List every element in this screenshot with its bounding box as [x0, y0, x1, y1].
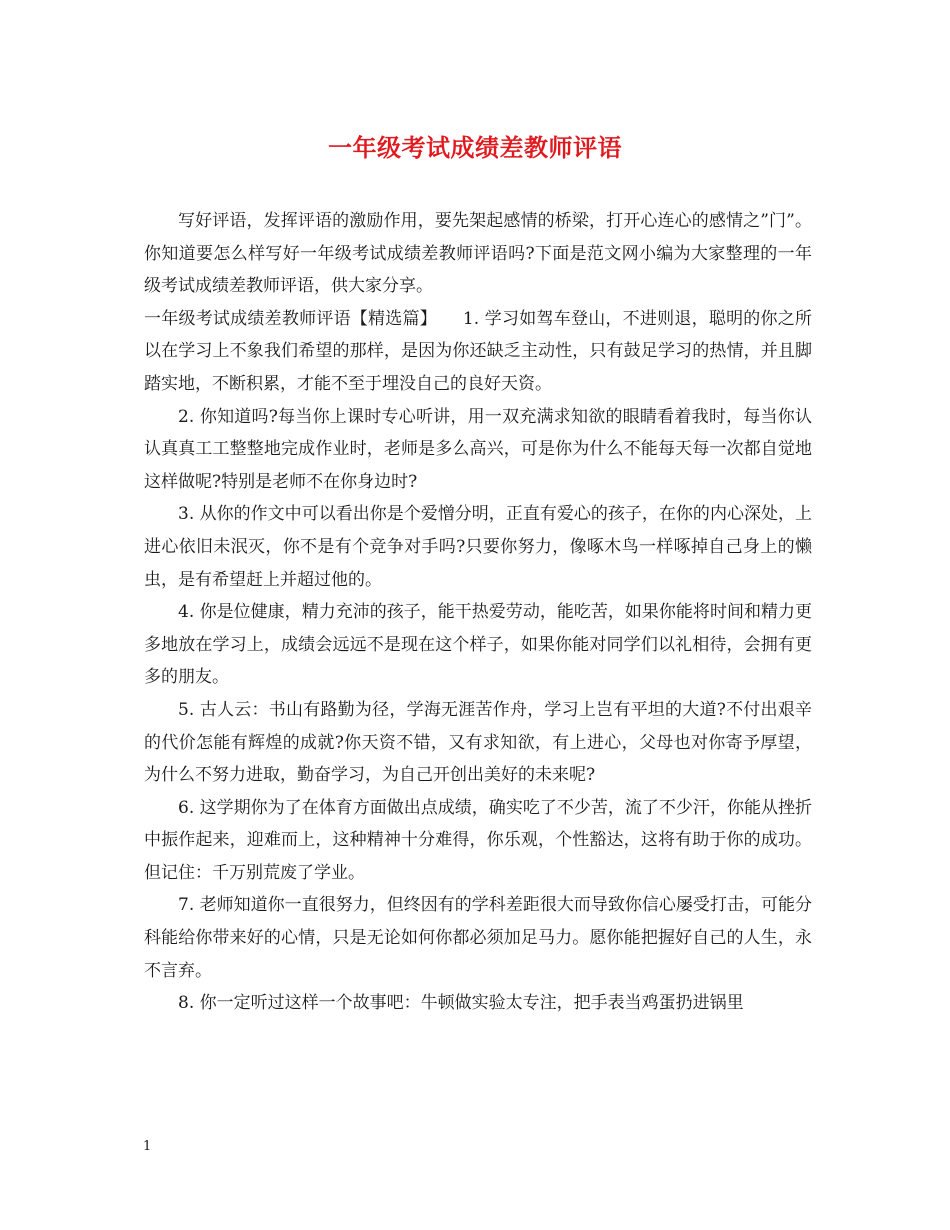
paragraph: 5. 古人云：书山有路勤为径，学海无涯苦作舟，学习上岂有平坦的大道?不付出艰辛的代价怎能有辉煌的成就?你天资不错，又有求知欲，有上进心，父母也对你寄予厚望，为什么不努力进取，勤奋学习，为自己开创出美好的未来呢?	[144, 699, 812, 786]
paragraph: 写好评语，发挥评语的激励作用，要先架起感情的桥梁，打开心连心的感情之”门”。你知道要怎么样写好一年级考试成绩差教师评语吗?下面是范文网小编为大家整理的一年级考试成绩差教师评语，供大家分享。	[144, 211, 812, 297]
paragraph: 4. 你是位健康，精力充沛的孩子，能干热爱劳动，能吃苦，如果你能将时间和精力更多地放在学习上，成绩会远远不是现在这个样子，如果你能对同学们以礼相待，会拥有更多的朋友。	[144, 602, 812, 688]
paragraph: 7. 老师知道你一直很努力，但终因有的学科差距很大而导致你信心屡受打击，可能分科能给你带来好的心情，只是无论如何你都必须加足马力。愿你能把握好自己的人生，永不言弃。	[144, 895, 812, 981]
document-title: 一年级考试成绩差教师评语	[328, 134, 622, 162]
paragraph: 一年级考试成绩差教师评语【精选篇】 1. 学习如驾车登山，不进则退，聪明的你之所以在学习上不象我们希望的那样，是因为你还缺乏主动性，只有鼓足学习的热情，并且脚踏实地，不断积累，才能不至于埋没自己的良好天资。	[144, 308, 812, 394]
page-number: 1	[143, 1139, 152, 1154]
paragraph: 6. 这学期你为了在体育方面做出点成绩，确实吃了不少苦，流了不少汗，你能从挫折中振作起来，迎难而上，这种精神十分难得，你乐观，个性豁达，这将有助于你的成功。但记住：千万别荒废了学业。	[144, 797, 812, 883]
paragraph: 8. 你一定听过这样一个故事吧：牛顿做实验太专注，把手表当鸡蛋扔进锅里	[178, 993, 744, 1014]
paragraph: 2. 你知道吗?每当你上课时专心听讲，用一双充满求知欲的眼睛看着我时，每当你认认真真工工整整地完成作业时，老师是多么高兴，可是你为什么不能每天每一次都自觉地这样做呢?特别是老师不在你身边时?	[144, 406, 812, 492]
document-body	[144, 205, 812, 1020]
paragraph: 3. 从你的作文中可以看出你是个爱憎分明，正直有爱心的孩子，在你的内心深处，上进心依旧未泯灭，你不是有个竞争对手吗?只要你努力，像啄木鸟一样啄掉自己身上的懒虫，是有希望赶上并超过他的。	[144, 504, 812, 590]
